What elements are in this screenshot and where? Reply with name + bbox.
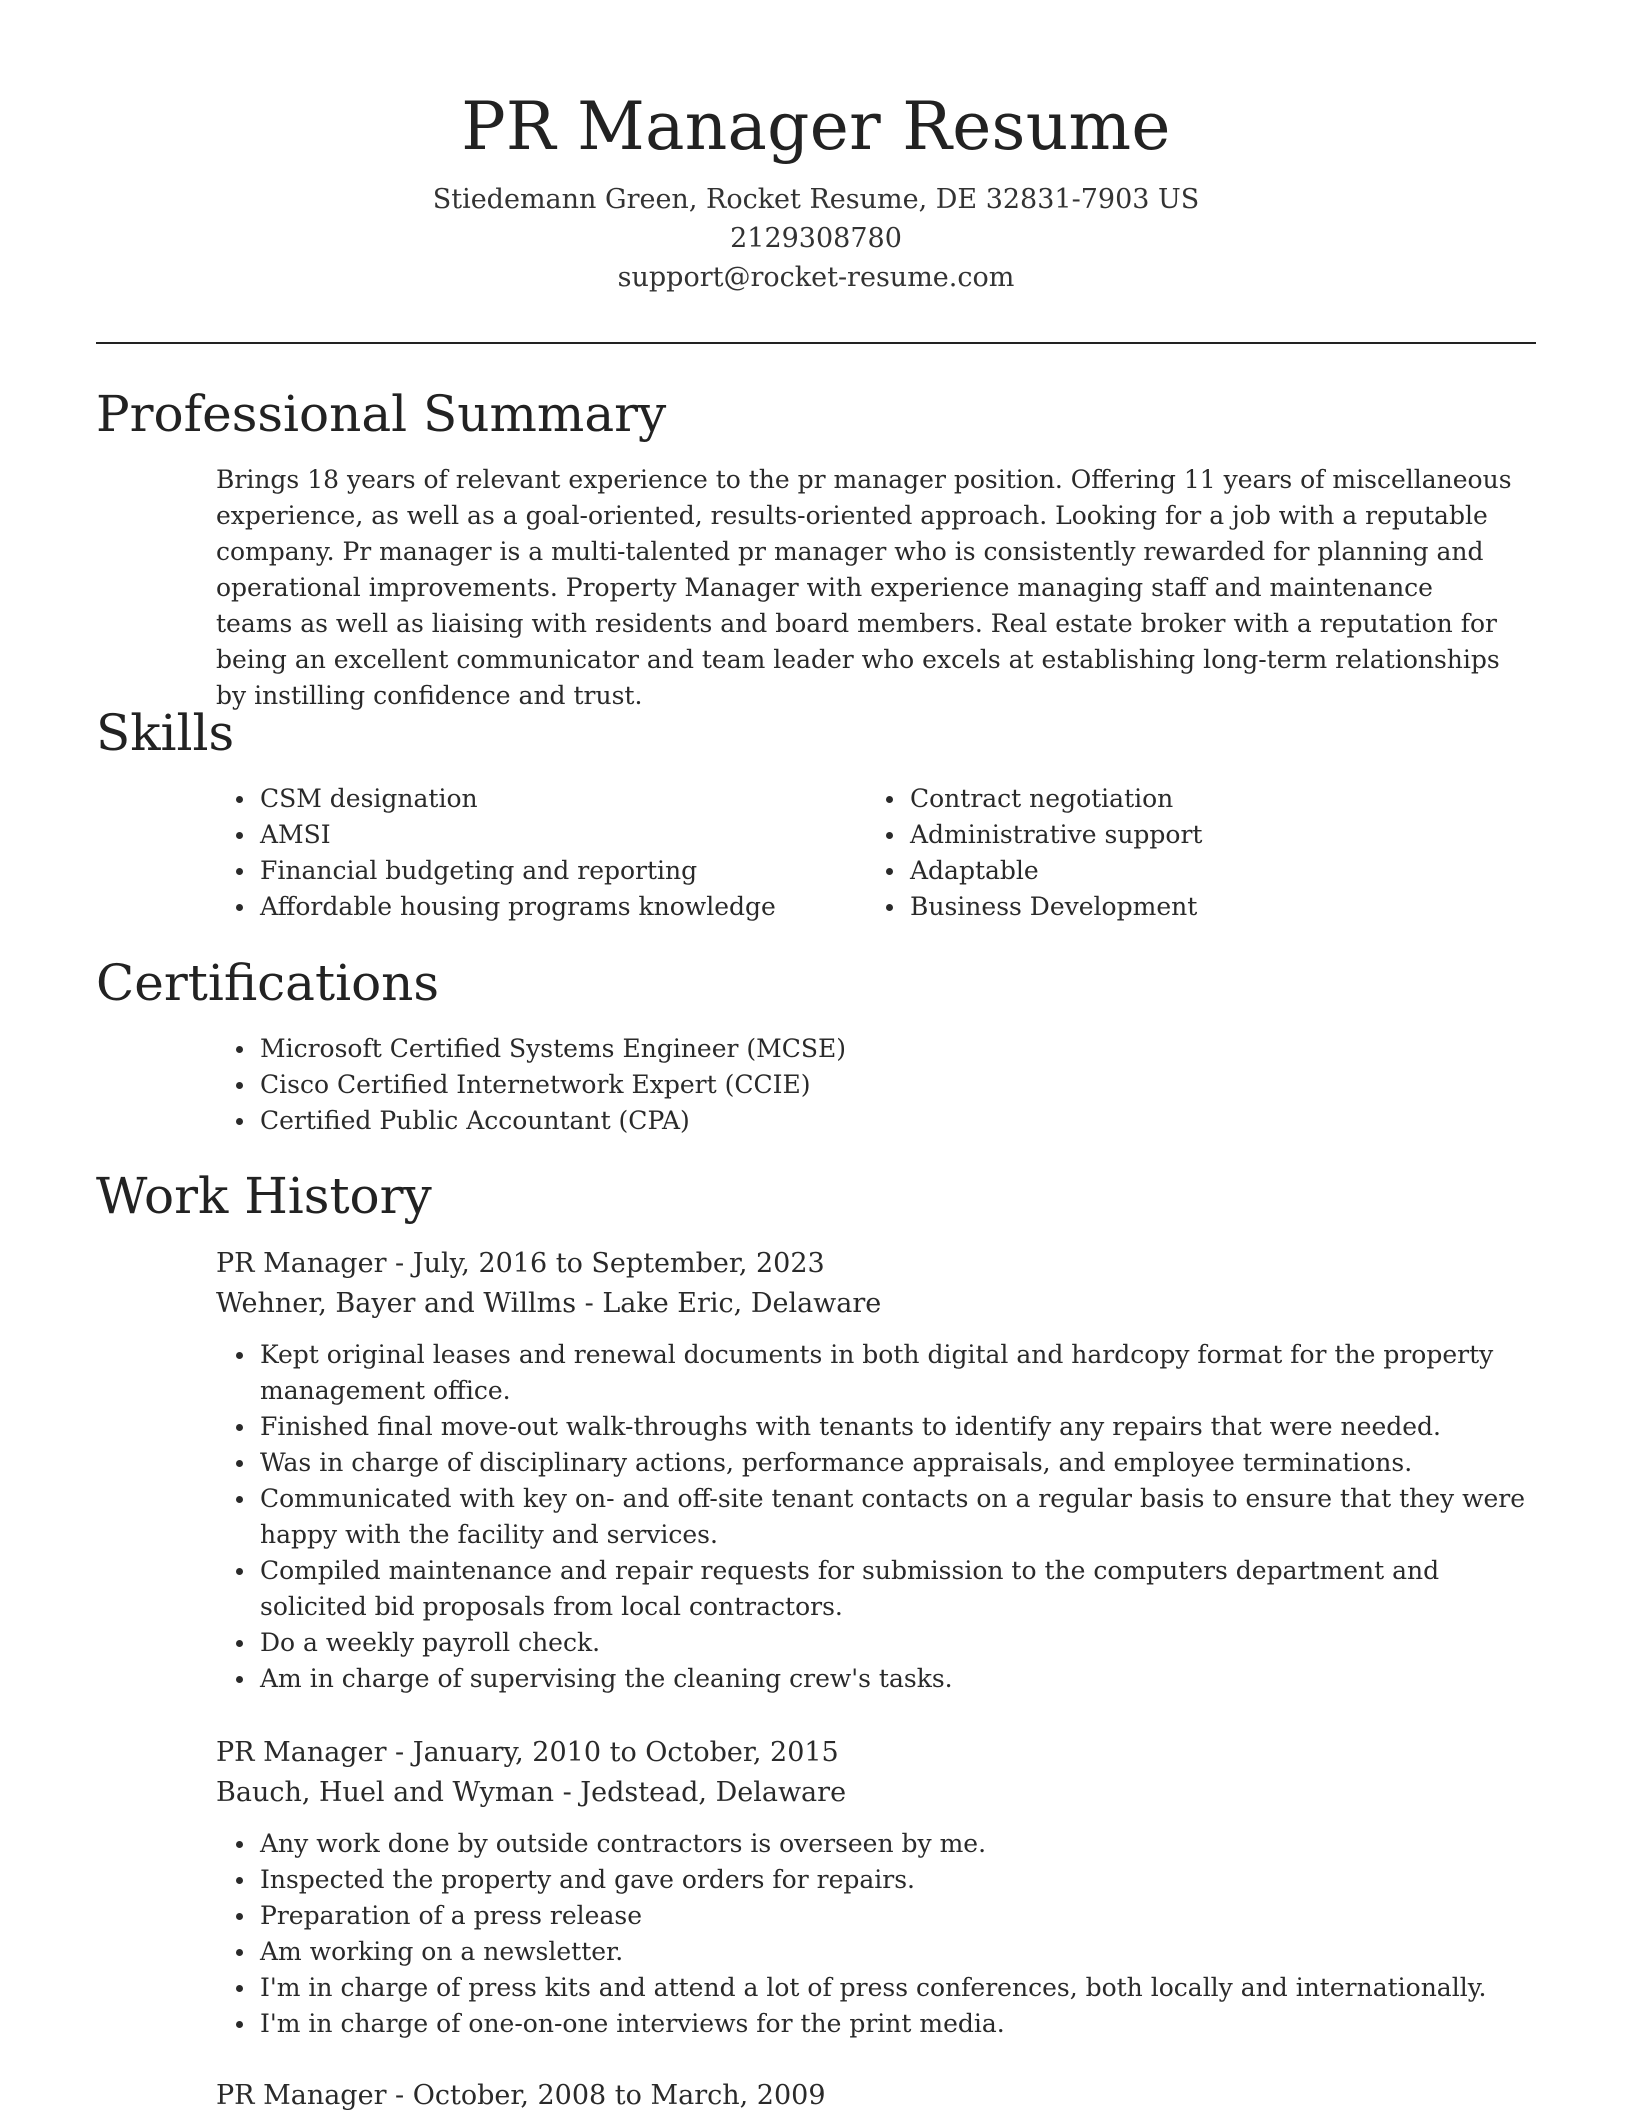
header-divider (96, 342, 1536, 344)
certification-item: Microsoft Certified Systems Engineer (MCSE) (216, 1031, 1116, 1067)
contact-phone: 2129308780 (730, 223, 902, 254)
job-title-line: PR Manager - October, 2008 to March, 2009 (216, 2080, 826, 2111)
job-bullet: Inspected the property and gave orders for repairs. (216, 1862, 1536, 1898)
job-title-line: PR Manager - July, 2016 to September, 2023 (216, 1248, 825, 1279)
job-bullet: Was in charge of disciplinary actions, performance appraisals, and employee terminations. (216, 1445, 1536, 1481)
job-bullets (216, 1337, 1536, 1697)
skill-item: Business Development (866, 889, 1506, 925)
job-bullet: Communicated with key on- and off-site tenant contacts on a regular basis to ensure that they were happy with the facility and services. (216, 1481, 1536, 1553)
job-bullet: Compiled maintenance and repair requests for submission to the computers department and solicited bid proposals from local contractors. (216, 1553, 1536, 1625)
job-bullet: Any work done by outside contractors is overseen by me. (216, 1826, 1536, 1862)
job-bullet: I'm in charge of one-on-one interviews for the print media. (216, 2006, 1536, 2042)
job-bullet: Do a weekly payroll check. (216, 1625, 1536, 1661)
job-bullet: Preparation of a press release (216, 1898, 1536, 1934)
resume-header (96, 82, 1536, 297)
skill-item: AMSI (216, 817, 856, 853)
skill-item: Adaptable (866, 853, 1506, 889)
skills-heading: Skills (96, 704, 235, 762)
job-bullet: Finished final move-out walk-throughs with tenants to identify any repairs that were needed. (216, 1409, 1536, 1445)
certifications-list (216, 1031, 1116, 1139)
job-bullet: Am in charge of supervising the cleaning crew's tasks. (216, 1661, 1536, 1697)
contact-email: support@rocket-resume.com (617, 262, 1015, 293)
contact-address: Stiedemann Green, Rocket Resume, DE 32831-7903 US (432, 184, 1200, 215)
summary-heading: Professional Summary (96, 385, 667, 443)
certification-item: Certified Public Accountant (CPA) (216, 1103, 1116, 1139)
job-bullet: I'm in charge of press kits and attend a lot of press conferences, both locally and internationally. (216, 1970, 1536, 2006)
job-bullets (216, 1826, 1536, 2042)
skill-item: Contract negotiation (866, 781, 1506, 817)
job-company-line: Wehner, Bayer and Willms - Lake Eric, Delaware (216, 1288, 882, 1319)
job-company-line: Bauch, Huel and Wyman - Jedstead, Delaware (216, 1777, 847, 1808)
summary-text: Brings 18 years of relevant experience to the pr manager position. Offering 11 years of miscellaneous experience, as well as a goal-oriented, results-oriented approach. Looking for a job with a reputable company. Pr manager is a multi-talented pr manager who is consistently rewarded for planning and operational improvements. Property Manager with experience managing staff and maintenance teams as well as liaising with residents and board members. Real estate broker with a reputation for being an excellent communicator and team leader who excels at establishing long-term relationships by instilling confidence and trust. (216, 465, 1512, 710)
job-bullet: Kept original leases and renewal documents in both digital and hardcopy format for the property management office. (216, 1337, 1536, 1409)
certification-item: Cisco Certified Internetwork Expert (CCIE) (216, 1067, 1116, 1103)
skills-list-right (866, 781, 1506, 925)
skill-item: CSM designation (216, 781, 856, 817)
skill-item: Administrative support (866, 817, 1506, 853)
skills-list-left (216, 781, 856, 925)
certifications-heading: Certifications (96, 954, 440, 1012)
job-bullet: Am working on a newsletter. (216, 1934, 1536, 1970)
work-history-heading: Work History (96, 1167, 432, 1225)
job-title-line: PR Manager - January, 2010 to October, 2015 (216, 1737, 839, 1768)
skill-item: Affordable housing programs knowledge (216, 889, 856, 925)
skill-item: Financial budgeting and reporting (216, 853, 856, 889)
resume-title: PR Manager Resume (461, 88, 1171, 165)
